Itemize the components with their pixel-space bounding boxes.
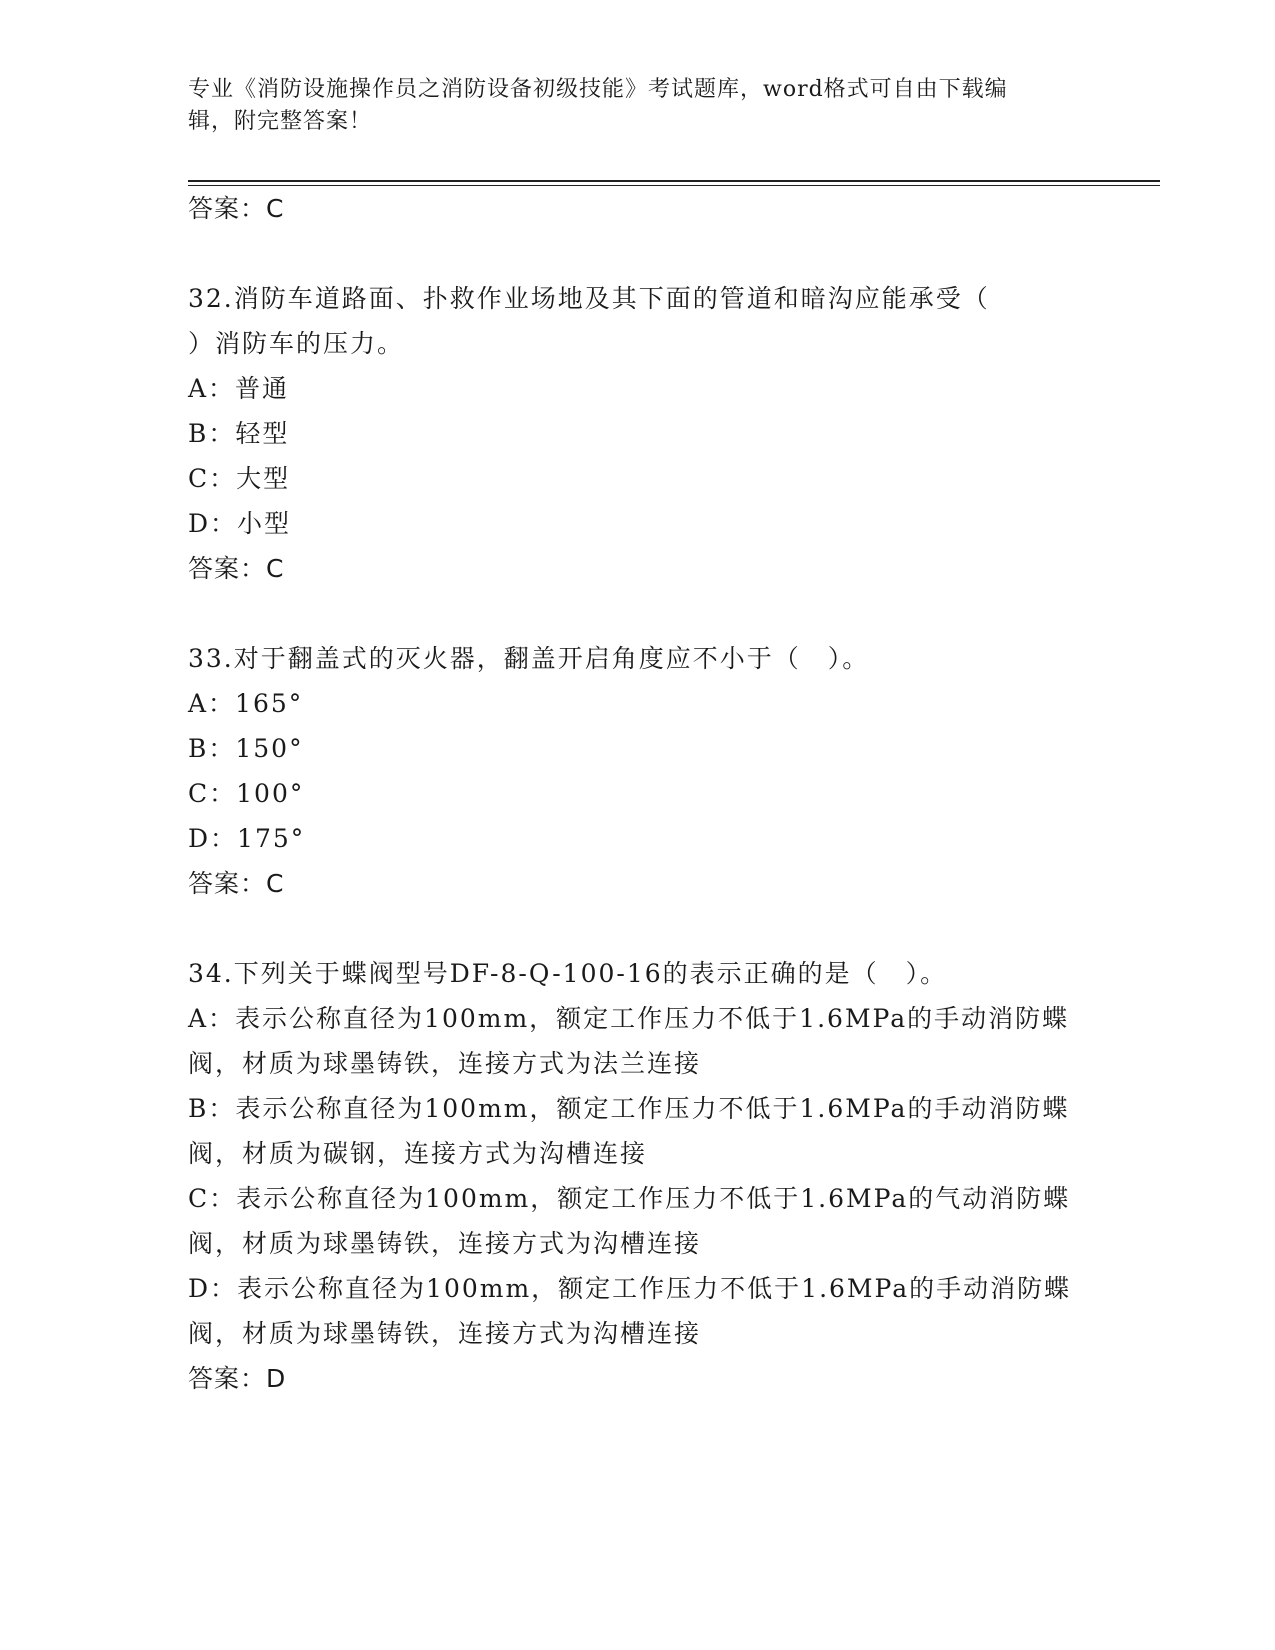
q32-option-a: A：普通 xyxy=(188,374,290,403)
q32-option-c: C：大型 xyxy=(188,464,291,493)
q33-option-b: B：150° xyxy=(188,734,304,763)
q34-stem-line-1: 34.下列关于蝶阀型号DF-8-Q-100-16的表示正确的是（ ）。 xyxy=(188,959,948,988)
q32-option-d: D：小型 xyxy=(188,509,292,538)
header-line-1: 专业《消防设施操作员之消防设备初级技能》考试题库，word格式可自由下载编 xyxy=(188,77,1008,102)
q33-option-d: D：175° xyxy=(188,824,306,853)
q32-stem-line-2: ）消防车的压力。 xyxy=(188,329,405,358)
q34-option-c-line-2: 阀，材质为球墨铸铁，连接方式为沟槽连接 xyxy=(188,1229,702,1258)
q34-option-b-line-1: B：表示公称直径为100mm，额定工作压力不低于1.6MPa的手动消防蝶 xyxy=(188,1094,1070,1123)
q34-option-d-line-2: 阀，材质为球墨铸铁，连接方式为沟槽连接 xyxy=(188,1319,702,1348)
q34-option-a-line-1: A：表示公称直径为100mm，额定工作压力不低于1.6MPa的手动消防蝶 xyxy=(188,1004,1070,1033)
q34-option-b-line-2: 阀，材质为碳钢，连接方式为沟槽连接 xyxy=(188,1139,648,1168)
header-line-2: 辑，附完整答案！ xyxy=(188,109,373,134)
q34-option-d-line-1: D：表示公称直径为100mm，额定工作压力不低于1.6MPa的手动消防蝶 xyxy=(188,1274,1072,1303)
prev-answer: 答案：C xyxy=(188,194,285,223)
q34-option-a-line-2: 阀，材质为球墨铸铁，连接方式为法兰连接 xyxy=(188,1049,702,1078)
document-header xyxy=(188,74,1088,138)
header-divider-thick xyxy=(188,180,1160,182)
q32-option-b: B：轻型 xyxy=(188,419,290,448)
q34-answer: 答案：D xyxy=(188,1364,287,1393)
q33-option-c: C：100° xyxy=(188,779,305,808)
q34-option-c-line-1: C：表示公称直径为100mm，额定工作压力不低于1.6MPa的气动消防蝶 xyxy=(188,1184,1071,1213)
q33-answer: 答案：C xyxy=(188,869,285,898)
q33-option-a: A：165° xyxy=(188,689,304,718)
q32-answer: 答案：C xyxy=(188,554,285,583)
q32-stem-line-1: 32.消防车道路面、扑救作业场地及其下面的管道和暗沟应能承受（ xyxy=(188,284,990,313)
q33-stem-line-1: 33.对于翻盖式的灭火器，翻盖开启角度应不小于（ ）。 xyxy=(188,644,870,673)
header-divider-thin xyxy=(188,185,1160,186)
